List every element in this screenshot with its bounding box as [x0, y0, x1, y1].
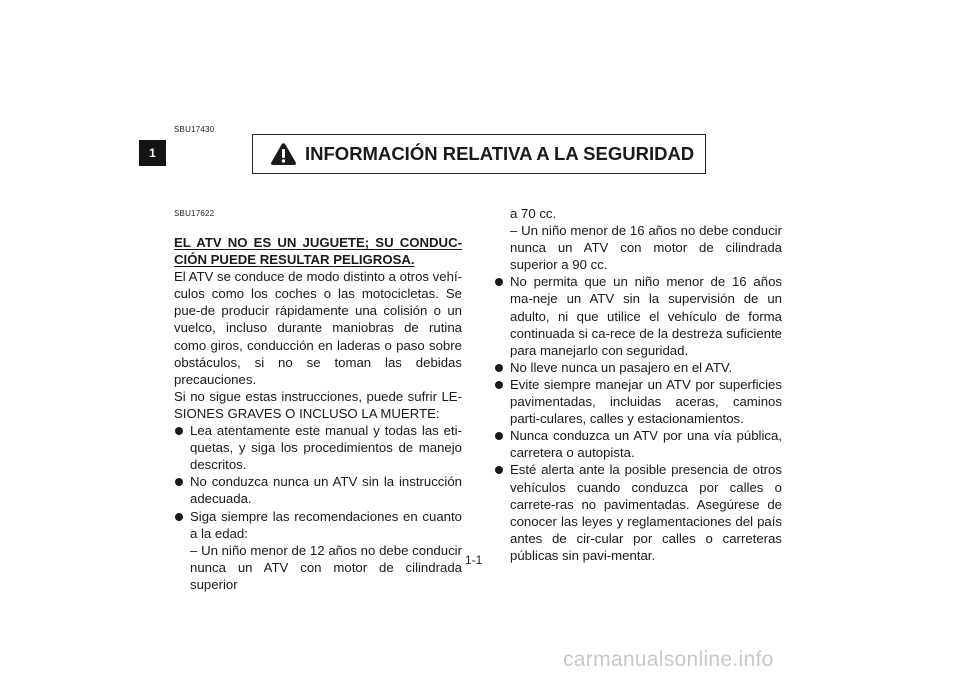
right-column: [494, 205, 782, 564]
continued-text: a 70 cc.: [510, 206, 557, 221]
sub-list-item: – Un niño menor de 16 años no debe conducir nunca un ATV con motor de cilindrada superior a 90 cc.: [510, 223, 782, 273]
warning-triangle-icon: [270, 142, 297, 166]
list-item: Lea atentamente este manual y todas las eti-quetas, y siga los procedimientos de manejo descritos.: [174, 422, 462, 473]
sub-list-item: – Un niño menor de 12 años no debe conducir nunca un ATV con motor de cilindrada superior: [190, 542, 462, 592]
paragraph-intro: El ATV se conduce de modo distinto a otros vehí-culos como los coches o las motocicletas. Se pue-de producir rápidamente una colisión o un vuelco, incluso durante maniobras de rutina como giros, conducción en laderas o paso sobre obstáculos, si no se toman las debidas precauciones.: [174, 269, 462, 387]
list-item: No conduzca nunca un ATV sin la instrucción adecuada.: [174, 473, 462, 507]
list-item: Evite siempre manejar un ATV por superficies pavimentadas, incluidas aceras, caminos parti-culares, calles y estacionamientos.: [494, 376, 782, 427]
paragraph-warning: Si no sigue estas instrucciones, puede sufrir LE-SIONES GRAVES O INCLUSO LA MUERTE:: [174, 388, 462, 421]
doc-code-top: SBU17430: [174, 125, 215, 134]
chapter-tab: 1: [139, 140, 166, 166]
list-item: Siga siempre las recomendaciones en cuanto a la edad:: [174, 508, 462, 542]
list-item: Nunca conduzca un ATV por una vía pública, carretera o autopista.: [494, 427, 782, 461]
title-box: [252, 134, 706, 174]
left-column: [174, 234, 462, 593]
list-item: No lleve nunca un pasajero en el ATV.: [494, 359, 782, 376]
watermark: carmanualsonline.info: [563, 648, 774, 671]
page-title: INFORMACIÓN RELATIVA A LA SEGURIDAD: [305, 143, 695, 164]
list-item: No permita que un niño menor de 16 años ma-neje un ATV sin la supervisión de un adulto, ni que utilice el vehículo de forma continuada si ca-rece de la destreza suficiente para manejarlo con seguridad.: [494, 273, 782, 358]
section-heading: EL ATV NO ES UN JUGUETE; SU CONDUC-CIÓN PUEDE RESULTAR PELIGROSA.: [174, 235, 462, 268]
list-item: Esté alerta ante la posible presencia de otros vehículos cuando conduzca por calles o carrete-ras no pavimentadas. Asegúrese de conocer las leyes y reglamentaciones del país antes de cir-cular por calles o carreteras públicas sin pavi-mentar.: [494, 461, 782, 564]
page-number: 1-1: [465, 553, 483, 567]
doc-code-section: SBU17622: [174, 209, 215, 218]
